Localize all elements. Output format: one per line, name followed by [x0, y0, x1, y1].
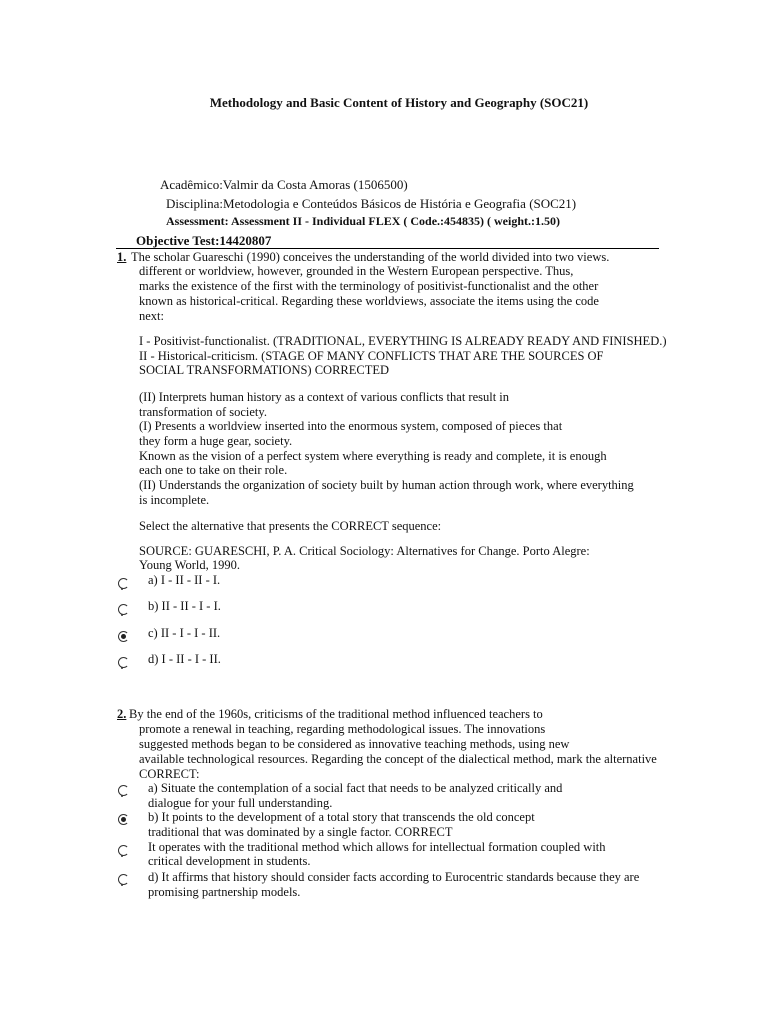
assessment-info: Assessment: Assessment II - Individual FLEX ( Code.:454835) ( weight.:1.50)	[166, 214, 561, 228]
question-1-source: SOURCE: GUARESCHI, P. A. Critical Sociology: Alternatives for Change. Porto Alegre:	[139, 544, 590, 558]
question-1-number: 1.	[117, 250, 127, 264]
question-1-line: known as historical-critical. Regarding these worldviews, associate the items using the code	[139, 294, 599, 308]
q2-option-a-label-cont[interactable]: dialogue for your full understanding.	[148, 796, 333, 810]
question-1-item-i: I - Positivist-functionalist. (TRADITIONAL, EVERYTHING IS ALREADY READY AND FINISHED.)	[139, 334, 667, 348]
radio-mark	[121, 614, 123, 616]
question-2-line: By the end of the 1960s, criticisms of the traditional method influenced teachers to	[129, 707, 543, 721]
radio-mark	[121, 667, 123, 669]
q1-option-d-label[interactable]: d) I - II - I - II.	[148, 652, 221, 666]
question-2-line: available technological resources. Regarding the concept of the dialectical method, mark the alternative	[139, 752, 657, 766]
q2-option-d-label[interactable]: d) It affirms that history should consider facts according to Eurocentric standards because they are	[148, 870, 640, 884]
q1-option-c-radio[interactable]	[118, 631, 129, 642]
q2-option-d-label-cont[interactable]: promising partnership models.	[148, 885, 301, 899]
question-1-source-cont: Young World, 1990.	[139, 558, 240, 572]
q2-option-c-label-cont[interactable]: critical development in students.	[148, 854, 311, 868]
q1-option-c-label[interactable]: c) II - I - I - II.	[148, 626, 221, 640]
question-1-statement: (I) Presents a worldview inserted into the enormous system, composed of pieces that	[139, 419, 563, 433]
discipline: Disciplina:Metodologia e Conteúdos Básicos de História e Geografia (SOC21)	[166, 196, 577, 211]
q2-option-b-label-cont[interactable]: traditional that was dominated by a single factor. CORRECT	[148, 825, 453, 839]
question-1-statement: Known as the vision of a perfect system where everything is ready and complete, it is enough	[139, 449, 607, 463]
q2-option-c-label[interactable]: It operates with the traditional method which allows for intellectual formation coupled with	[148, 840, 606, 854]
q2-option-a-radio[interactable]	[118, 785, 129, 796]
q2-option-b-radio[interactable]	[118, 814, 129, 825]
question-1-line: different or worldview, however, grounded in the Western European perspective. Thus,	[139, 264, 574, 278]
question-1-statement: is incomplete.	[139, 493, 210, 507]
q1-option-d-radio[interactable]	[118, 657, 129, 668]
radio-mark	[121, 588, 123, 590]
question-1-line: next:	[139, 309, 164, 323]
q1-option-a-label[interactable]: a) I - II - II - I.	[148, 573, 221, 587]
question-1-line: The scholar Guareschi (1990) conceives the understanding of the world divided into two views.	[131, 250, 610, 264]
radio-mark	[121, 795, 123, 797]
q2-option-d-radio[interactable]	[118, 874, 129, 885]
q2-option-a-label[interactable]: a) Situate the contemplation of a social fact that needs to be analyzed critically and	[148, 781, 563, 795]
question-1-statement: each one to take on their role.	[139, 463, 288, 477]
question-1-item-ii-cont: SOCIAL TRANSFORMATIONS) CORRECTED	[139, 363, 390, 377]
document-title: Methodology and Basic Content of History and Geography (SOC21)	[209, 95, 589, 110]
question-1-line: marks the existence of the first with the terminology of positivist-functionalist and the other	[139, 279, 599, 293]
academic-name: Acadêmico:Valmir da Costa Amoras (1506500)	[160, 177, 408, 192]
radio-selected-dot	[121, 817, 126, 822]
question-1-statement: (II) Interprets human history as a context of various conflicts that result in	[139, 390, 510, 404]
question-2-line: CORRECT:	[139, 767, 200, 781]
question-1-statement: transformation of society.	[139, 405, 267, 419]
question-2-number: 2.	[117, 707, 127, 721]
q1-option-a-radio[interactable]	[118, 578, 129, 589]
q1-option-b-label[interactable]: b) II - II - I - I.	[148, 599, 221, 613]
objective-test-id: Objective Test:14420807	[136, 233, 272, 248]
question-1-prompt: Select the alternative that presents the CORRECT sequence:	[139, 519, 442, 533]
q1-option-b-radio[interactable]	[118, 604, 129, 615]
radio-selected-dot	[121, 634, 126, 639]
question-1-item-ii: II - Historical-criticism. (STAGE OF MANY CONFLICTS THAT ARE THE SOURCES OF	[139, 349, 604, 363]
q2-option-b-label[interactable]: b) It points to the development of a total story that transcends the old concept	[148, 810, 535, 824]
radio-mark	[121, 855, 123, 857]
question-1-statement: they form a huge gear, society.	[139, 434, 293, 448]
question-2-line: promote a renewal in teaching, regarding methodological issues. The innovations	[139, 722, 546, 736]
header-divider	[116, 248, 659, 249]
question-2-line: suggested methods began to be considered as innovative teaching methods, using new	[139, 737, 570, 751]
radio-mark	[121, 884, 123, 886]
q2-option-c-radio[interactable]	[118, 845, 129, 856]
question-1-statement: (II) Understands the organization of society built by human action through work, where everything	[139, 478, 634, 492]
